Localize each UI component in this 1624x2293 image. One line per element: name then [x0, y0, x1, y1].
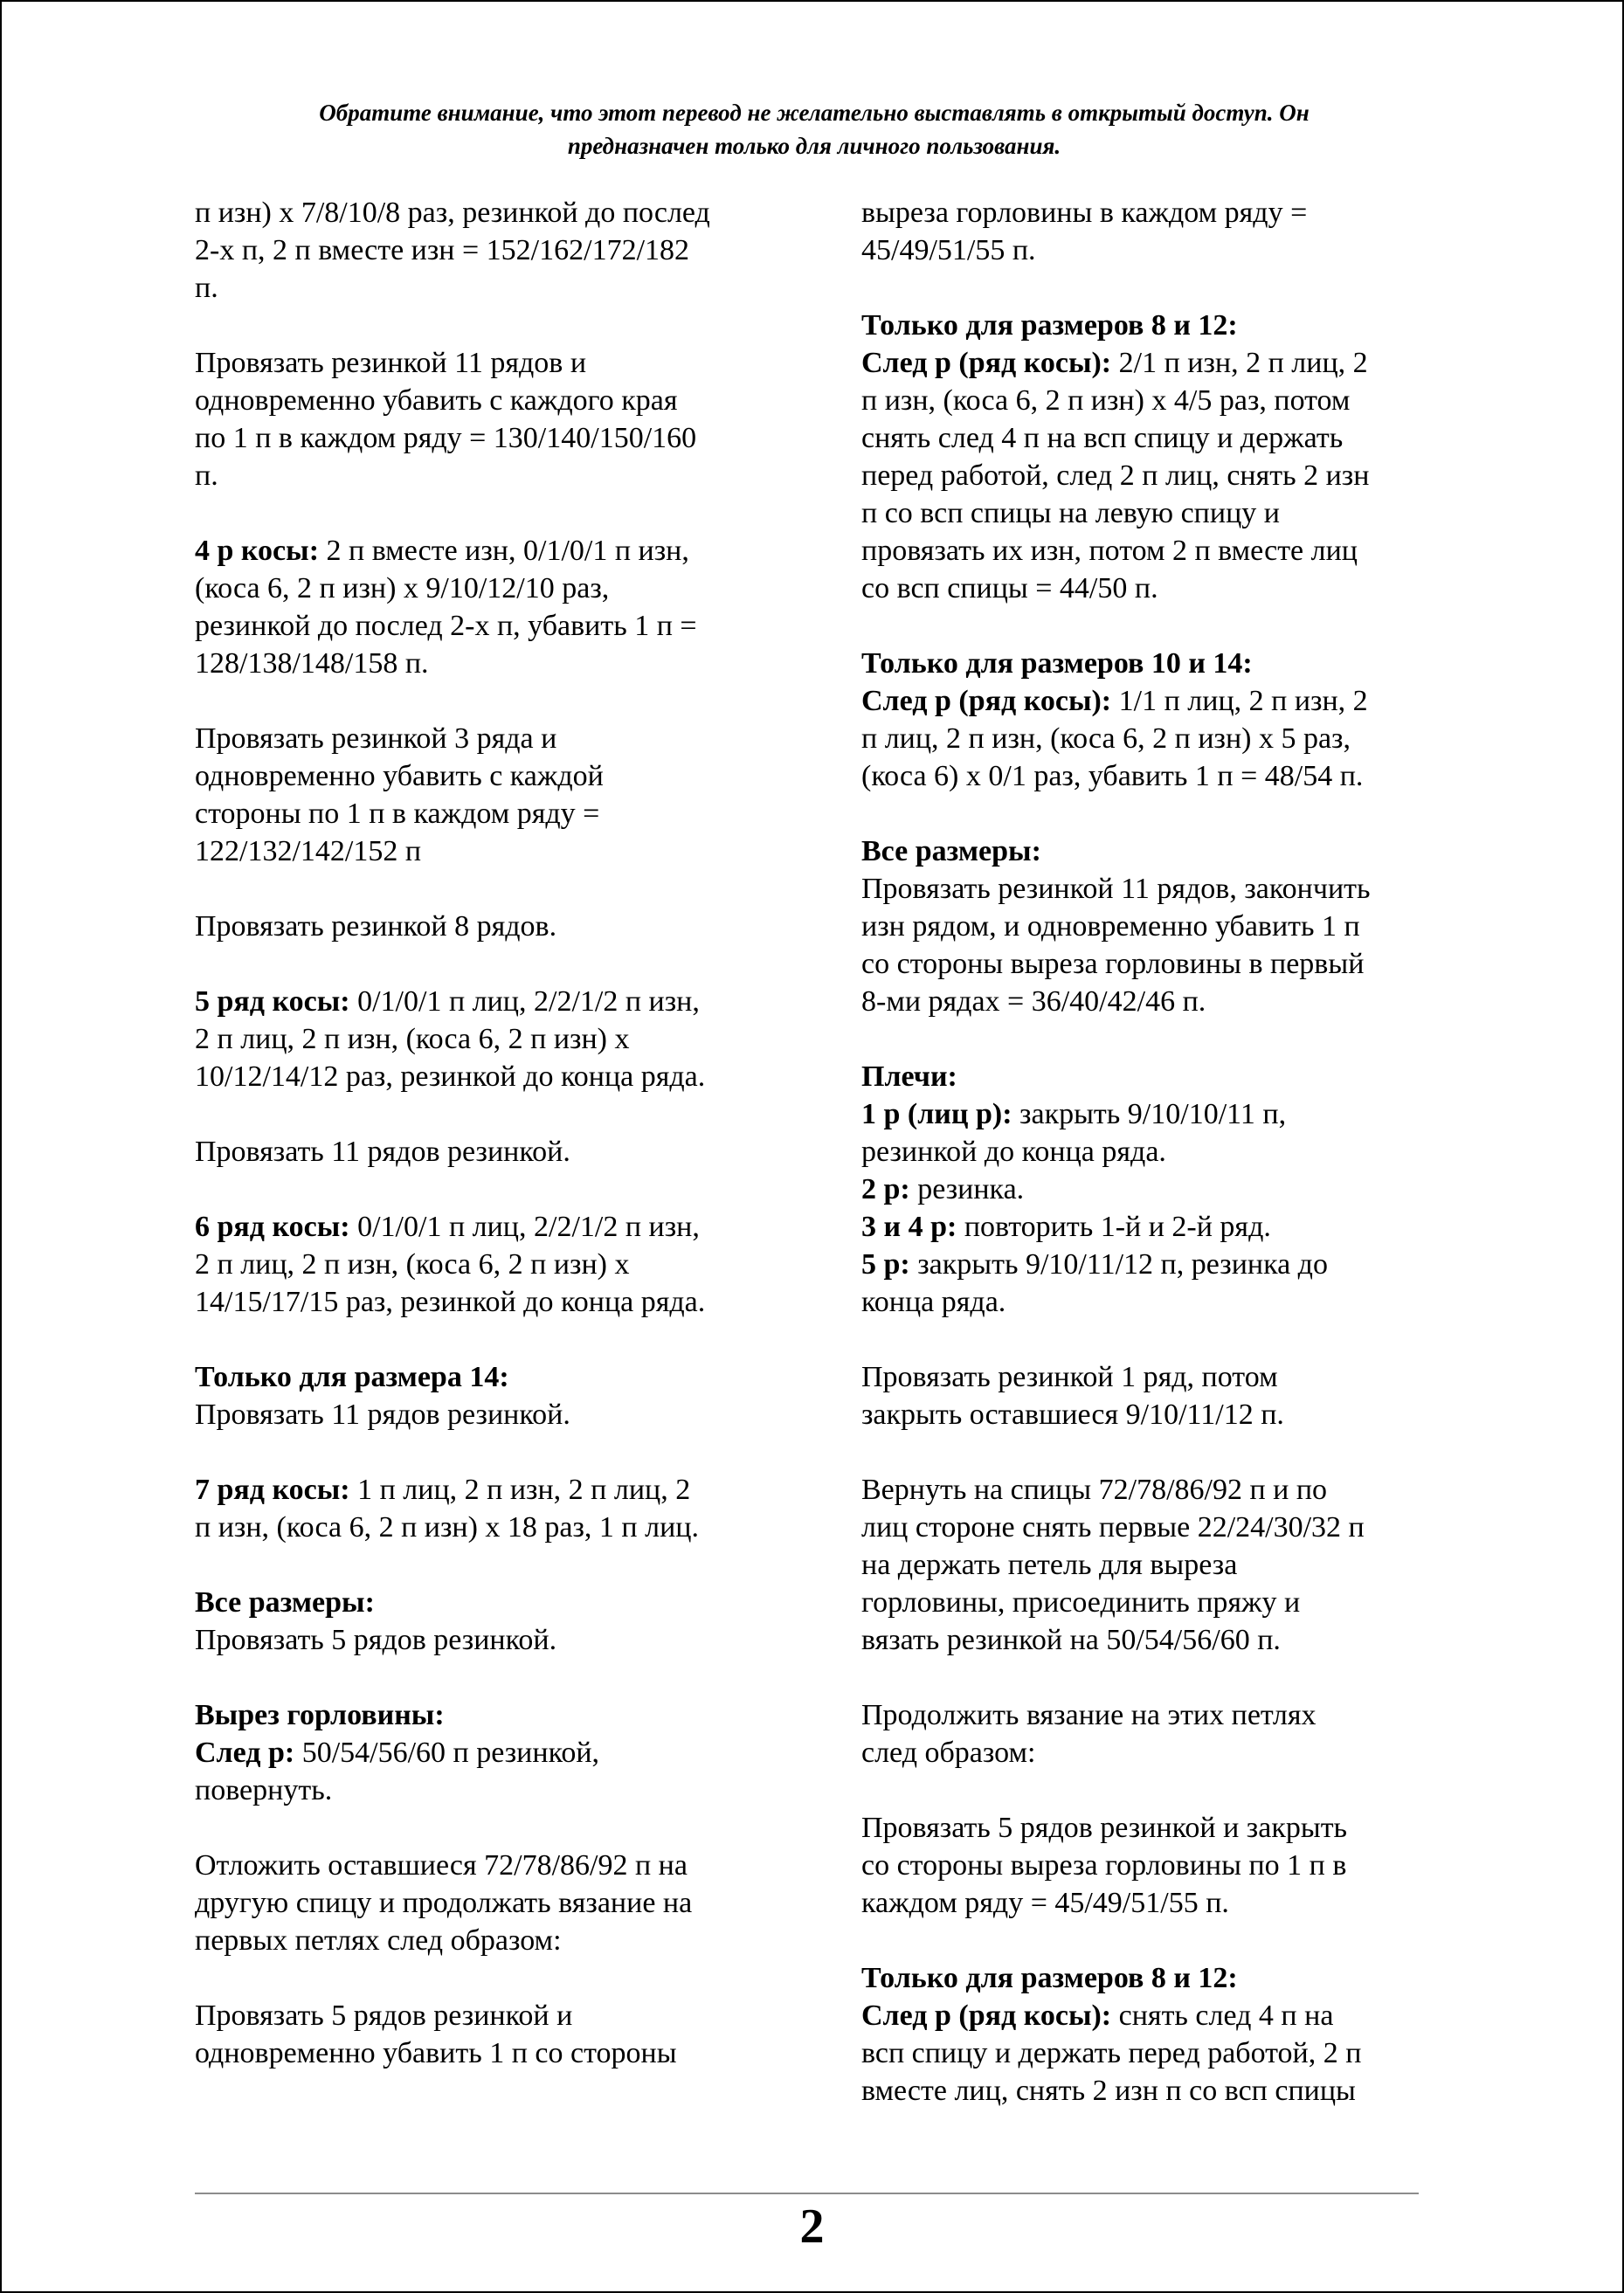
row-text: 2/1 п изн, 2 п лиц, 2 [1111, 347, 1368, 379]
text-line: Провязать 5 рядов резинкой. [195, 1624, 557, 1656]
text-line: след образом: [861, 1737, 1036, 1769]
row-label: 5 р: [861, 1248, 910, 1281]
text-line: на держать петель для выреза [861, 1549, 1238, 1581]
paragraph [195, 1208, 798, 1321]
text-line: 2-х п, 2 п вместе изн = 152/162/172/182 [195, 234, 690, 266]
text-line: снять след 4 п на всп спицу и держать [861, 422, 1344, 454]
text-line: Провязать 11 рядов резинкой. [195, 1136, 570, 1168]
text-line: п изн, (коса 6, 2 п изн) х 4/5 раз, потом [861, 384, 1351, 417]
paragraph [195, 1997, 798, 2072]
row-label: 4 р косы: [195, 535, 320, 567]
paragraph [861, 1358, 1464, 1433]
text-line: Вернуть на спицы 72/78/86/92 п и по [861, 1474, 1328, 1506]
text-line: первых петлях след образом: [195, 1924, 562, 1957]
paragraph [195, 908, 798, 945]
text-line: выреза горловины в каждом ряду = [861, 197, 1308, 229]
text-line: Провязать резинкой 1 ряд, потом [861, 1361, 1278, 1393]
paragraph [195, 194, 798, 307]
text-line: п изн) х 7/8/10/8 раз, резинкой до послед [195, 197, 710, 229]
paragraph [195, 344, 798, 494]
text-line [195, 532, 798, 570]
text-line [861, 344, 1464, 382]
paragraph [195, 1471, 798, 1546]
row-text: 50/54/56/60 п резинкой, [294, 1737, 600, 1769]
section-heading: Все размеры: [195, 1586, 375, 1619]
row-text: закрыть 9/10/10/11 п, [1012, 1098, 1287, 1130]
page-number: 2 [799, 2200, 825, 2254]
text-line: другую спицу и продолжать вязание на [195, 1887, 693, 1919]
row-text: 1 п лиц, 2 п изн, 2 п лиц, 2 [349, 1474, 691, 1506]
paragraph [861, 1058, 1464, 1321]
text-line: Провязать резинкой 11 рядов и [195, 347, 587, 379]
row-label: 1 р (лиц р): [861, 1098, 1012, 1130]
text-line: п. [195, 272, 218, 304]
row-text: 1/1 п лиц, 2 п изн, 2 [1111, 685, 1368, 717]
text-line: п лиц, 2 п изн, (коса 6, 2 п изн) х 5 раз, [861, 722, 1351, 755]
section-heading: Только для размеров 8 и 12: [861, 309, 1238, 342]
text-line: 2 п лиц, 2 п изн, (коса 6, 2 п изн) х [195, 1023, 630, 1055]
text-line [861, 1208, 1464, 1246]
paragraph [195, 1847, 798, 1959]
text-line: 128/138/148/158 п. [195, 647, 429, 680]
text-line: одновременно убавить с каждой [195, 760, 604, 792]
text-line: Провязать резинкой 11 рядов, закончить [861, 873, 1371, 905]
section-heading: Только для размеров 8 и 12: [861, 1962, 1238, 1994]
row-label: 5 ряд косы: [195, 985, 350, 1018]
paragraph [861, 1471, 1464, 1659]
text-line: провязать их изн, потом 2 п вместе лиц [861, 535, 1358, 567]
text-line: стороны по 1 п в каждом ряду = [195, 798, 600, 830]
text-line: 8-ми рядах = 36/40/42/46 п. [861, 985, 1206, 1018]
row-text: повторить 1-й и 2-й ряд. [957, 1211, 1271, 1243]
text-line: перед работой, след 2 п лиц, снять 2 изн [861, 459, 1370, 492]
copyright-notice [194, 96, 1434, 162]
text-line: Провязать резинкой 3 ряда и [195, 722, 557, 755]
paragraph [195, 983, 798, 1095]
text-line: со стороны выреза горловины в первый [861, 948, 1365, 980]
row-text: резинка. [909, 1173, 1025, 1205]
notice-line: предназначен только для личного пользования. [567, 133, 1061, 159]
text-line: каждом ряду = 45/49/51/55 п. [861, 1887, 1229, 1919]
text-line: лиц стороне снять первые 22/24/30/32 п [861, 1511, 1365, 1544]
text-line [861, 1095, 1464, 1133]
text-line: 2 п лиц, 2 п изн, (коса 6, 2 п изн) х [195, 1248, 630, 1281]
row-label: 6 ряд косы: [195, 1211, 350, 1243]
text-line: Провязать 11 рядов резинкой. [195, 1399, 570, 1431]
text-line [861, 1171, 1464, 1208]
row-label: След р: [195, 1737, 295, 1769]
text-line [861, 682, 1464, 720]
text-line [195, 983, 798, 1020]
text-line: всп спицу и держать перед работой, 2 п [861, 2037, 1362, 2069]
text-line: Отложить оставшиеся 72/78/86/92 п на [195, 1849, 688, 1882]
row-label: След р (ряд косы): [861, 685, 1112, 717]
text-line: резинкой до послед 2-х п, убавить 1 п = [195, 610, 697, 642]
footer-divider [195, 2193, 1419, 2194]
text-line [861, 1997, 1464, 2034]
text-line: резинкой до конца ряда. [861, 1136, 1166, 1168]
row-text: закрыть 9/10/11/12 п, резинка до [909, 1248, 1328, 1281]
text-line: вязать резинкой на 50/54/56/60 п. [861, 1624, 1281, 1656]
section-heading: Только для размера 14: [195, 1361, 509, 1393]
row-text: 2 п вместе изн, 0/1/0/1 п изн, [319, 535, 689, 567]
paragraph [195, 1584, 798, 1659]
paragraph [861, 1809, 1464, 1922]
text-line: п. [195, 459, 218, 492]
text-line [195, 1208, 798, 1246]
text-line: Продолжить вязание на этих петлях [861, 1699, 1316, 1731]
text-line: п изн, (коса 6, 2 п изн) х 18 раз, 1 п лиц. [195, 1511, 699, 1544]
paragraph [861, 645, 1464, 795]
text-line [861, 1246, 1464, 1283]
paragraph [195, 1358, 798, 1433]
text-line: одновременно убавить 1 п со стороны [195, 2037, 677, 2069]
row-label: След р (ряд косы): [861, 347, 1112, 379]
paragraph [861, 832, 1464, 1020]
section-heading: Вырез горловины: [195, 1699, 445, 1731]
notice-line: Обратите внимание, что этот перевод не желательно выставлять в открытый доступ. Он [319, 100, 1310, 126]
text-line: п со всп спицы на левую спицу и [861, 497, 1280, 529]
text-line: одновременно убавить с каждого края [195, 384, 678, 417]
row-text: 0/1/0/1 п лиц, 2/2/1/2 п изн, [349, 1211, 700, 1243]
text-line: (коса 6) х 0/1 раз, убавить 1 п = 48/54 п. [861, 760, 1364, 792]
text-line: 14/15/17/15 раз, резинкой до конца ряда. [195, 1286, 706, 1318]
paragraph [195, 532, 798, 682]
paragraph [861, 194, 1464, 269]
paragraph [195, 1133, 798, 1171]
text-line: изн рядом, и одновременно убавить 1 п [861, 910, 1360, 943]
row-text: 0/1/0/1 п лиц, 2/2/1/2 п изн, [349, 985, 700, 1018]
text-line: Провязать 5 рядов резинкой и закрыть [861, 1812, 1348, 1844]
text-line: 122/132/142/152 п [195, 835, 422, 867]
text-line: со всп спицы = 44/50 п. [861, 572, 1158, 604]
text-line: 10/12/14/12 раз, резинкой до конца ряда. [195, 1060, 706, 1093]
right-column [861, 194, 1464, 2147]
text-line: со стороны выреза горловины по 1 п в [861, 1849, 1347, 1882]
text-line: конца ряда. [861, 1286, 1006, 1318]
row-label: 7 ряд косы: [195, 1474, 350, 1506]
text-line: горловины, присоединить пряжу и [861, 1586, 1301, 1619]
text-line [195, 1471, 798, 1509]
text-line [195, 1734, 798, 1772]
row-label: След р (ряд косы): [861, 1999, 1112, 2032]
row-label: 2 р: [861, 1173, 910, 1205]
text-line: вместе лиц, снять 2 изн п со всп спицы [861, 2075, 1356, 2107]
text-line: закрыть оставшиеся 9/10/11/12 п. [861, 1399, 1284, 1431]
text-line: 45/49/51/55 п. [861, 234, 1036, 266]
text-line: по 1 п в каждом ряду = 130/140/150/160 [195, 422, 697, 454]
section-heading: Только для размеров 10 и 14: [861, 647, 1253, 680]
left-column [195, 194, 798, 2110]
text-line: Провязать 5 рядов резинкой и [195, 1999, 573, 2032]
text-line: повернуть. [195, 1774, 333, 1806]
paragraph [195, 1696, 798, 1809]
row-label: 3 и 4 р: [861, 1211, 957, 1243]
paragraph [861, 1959, 1464, 2110]
section-heading: Все размеры: [861, 835, 1041, 867]
section-heading: Плечи: [861, 1060, 957, 1093]
paragraph [861, 307, 1464, 607]
paragraph [861, 1696, 1464, 1772]
paragraph [195, 720, 798, 870]
text-line: Провязать резинкой 8 рядов. [195, 910, 557, 943]
row-text: снять след 4 п на [1111, 1999, 1334, 2032]
text-line: (коса 6, 2 п изн) х 9/10/12/10 раз, [195, 572, 610, 604]
